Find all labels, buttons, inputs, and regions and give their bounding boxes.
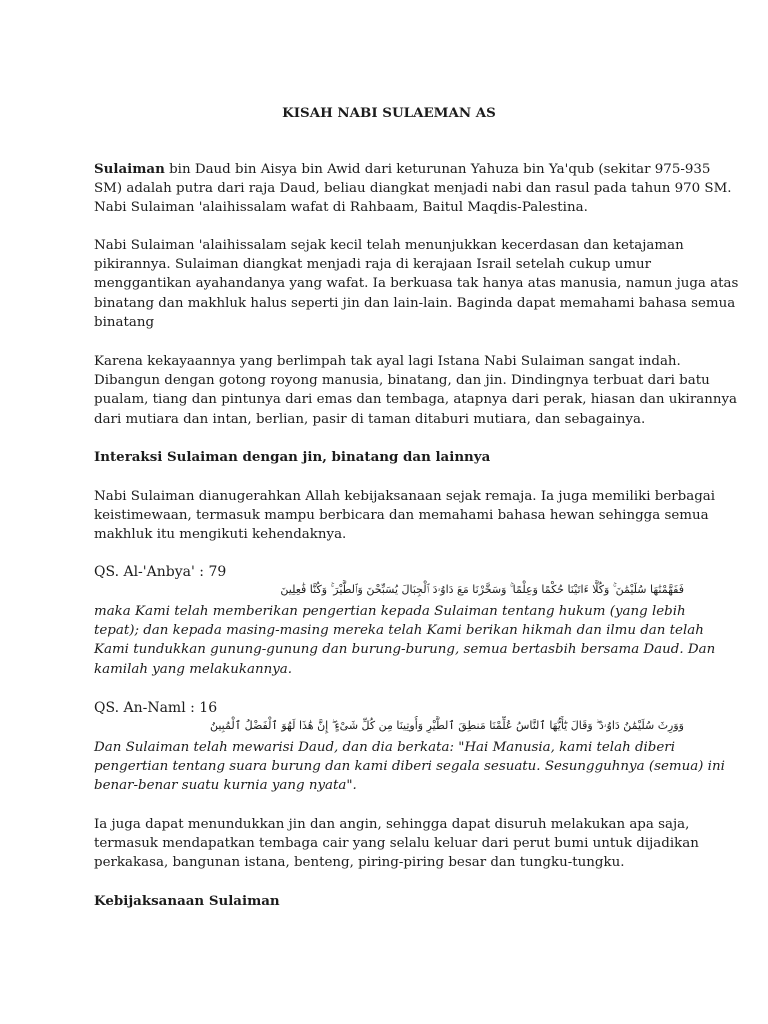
translation-line: maka Kami telah memberikan pengertian kepada Sulaiman tentang hukum (yang lebih xyxy=(94,604,686,619)
paragraph-palace xyxy=(94,352,738,429)
paragraph-line: pikirannya. Sulaiman diangkat menjadi raja di kerajaan Israil setelah cukup umur xyxy=(94,257,652,273)
paragraph-line: dari mutiara dan intan, berlian, pasir di taman ditaburi mutiara, dan sebagainya. xyxy=(94,411,646,427)
name-lead: Sulaiman xyxy=(94,161,165,177)
document-title: KISAH NABI SULAEMAN AS xyxy=(282,105,496,121)
paragraph-line: Karena kekayaannya yang berlimpah tak ayal lagi Istana Nabi Sulaiman sangat indah. xyxy=(94,354,681,369)
paragraph-childhood xyxy=(94,236,739,332)
arabic-verse: فَفَهَّمْنَٰهَا سُلَيْمَٰنَ ۚ وَكُلًّا ءَاتَيْنَا حُكْمًا وَعِلْمًا ۚ وَسَخَّرْنَا مَعَ دَاوُۥدَ ٱلْجِبَالَ يُسَبِّحْنَ وَٱلطَّيْرَ ۚ وَكُنَّا فَٰعِلِينَ xyxy=(280,583,684,596)
translation-line: benar-benar suatu kurnia yang nyata". xyxy=(94,778,357,794)
paragraph-line: Nabi Sulaiman 'alaihissalam sejak kecil telah menunjukkan kecerdasan dan ketajaman xyxy=(94,238,684,253)
quran-reference: QS. Al-'Anbya' : 79 xyxy=(94,564,227,580)
paragraph-line-text: bin Daud bin Aisya bin Awid dari keturunan Yahuza bin Ya'qub (sekitar 975-935 xyxy=(164,162,711,177)
paragraph-line xyxy=(94,160,711,179)
paragraph-line: SM) adalah putra dari raja Daud, beliau diangkat menjadi nabi dan rasul pada tahun 970 SM. xyxy=(94,181,732,197)
translation-line: Dan Sulaiman telah mewarisi Daud, dan dia berkata: "Hai Manusia, kami telah diberi xyxy=(94,740,675,755)
paragraph-line: menggantikan ayahandanya yang wafat. Ia berkuasa tak hanya atas manusia, namun juga atas xyxy=(94,276,739,292)
translation-line: Kami tundukkan gunung-gunung dan burung-burung, semua bertasbih bersama Daud. Dan xyxy=(94,642,716,658)
paragraph-intro xyxy=(94,160,732,218)
paragraph-wisdom xyxy=(94,487,716,545)
section-heading-wisdom: Kebijaksanaan Sulaiman xyxy=(94,893,280,909)
paragraph-line: binatang xyxy=(94,314,155,330)
verse-translation xyxy=(94,738,725,796)
paragraph-line: Nabi Sulaiman dianugerahkan Allah kebijaksanaan sejak remaja. Ia juga memiliki berbagai xyxy=(94,489,716,504)
arabic-verse: وَوَرِثَ سُلَيْمَٰنُ دَاوُۥدَ ۖ وَقَالَ يَٰٓأَيُّهَا ٱلنَّاسُ عُلِّمْنَا مَنطِقَ ٱلطَّيْرِ وَأُوتِينَا مِن كُلِّ شَىْءٍ ۖ إِنَّ هَٰذَا لَهُوَ ٱلْفَضْلُ ٱلْمُبِينُ xyxy=(209,719,684,732)
translation-line: kamilah yang melakukannya. xyxy=(94,661,293,677)
translation-line: pengertian tentang suara burung dan kami diberi segala sesuatu. Sesungguhnya (semua) ini xyxy=(94,759,725,775)
paragraph-line: Ia juga dapat menundukkan jin dan angin, sehingga dapat disuruh melakukan apa saja, xyxy=(94,817,690,832)
paragraph-line: keistimewaan, termasuk mampu berbicara dan memahami bahasa hewan sehingga semua xyxy=(94,508,709,524)
paragraph-line: pualam, tiang dan pintunya dari emas dan tembaga, atapnya dari perak, hiasan dan ukirannya xyxy=(94,392,738,408)
paragraph-line: perkakasa, bangunan istana, benteng, piring-piring besar dan tungku-tungku. xyxy=(94,855,625,871)
paragraph-line: termasuk mendapatkan tembaga cair yang selalu keluar dari perut bumi untuk dijadikan xyxy=(94,836,699,852)
paragraph-jinn xyxy=(94,815,699,873)
verse-translation xyxy=(94,602,716,679)
paragraph-line: binatang dan makhluk halus seperti jin dan lain-lain. Baginda dapat memahami bahasa semua xyxy=(94,295,736,311)
paragraph-line: makhluk itu mengikuti kehendaknya. xyxy=(94,527,347,543)
paragraph-line: Nabi Sulaiman 'alaihissalam wafat di Rahbaam, Baitul Maqdis-Palestina. xyxy=(94,200,588,216)
section-heading-interaction: Interaksi Sulaiman dengan jin, binatang dan lainnya xyxy=(94,449,491,465)
quran-reference: QS. An-Naml : 16 xyxy=(94,700,218,716)
translation-line: tepat); dan kepada masing-masing mereka telah Kami berikan hikmah dan ilmu dan telah xyxy=(94,623,704,639)
paragraph-line: Dibangun dengan gotong royong manusia, binatang, dan jin. Dindingnya terbuat dari batu xyxy=(94,373,710,389)
